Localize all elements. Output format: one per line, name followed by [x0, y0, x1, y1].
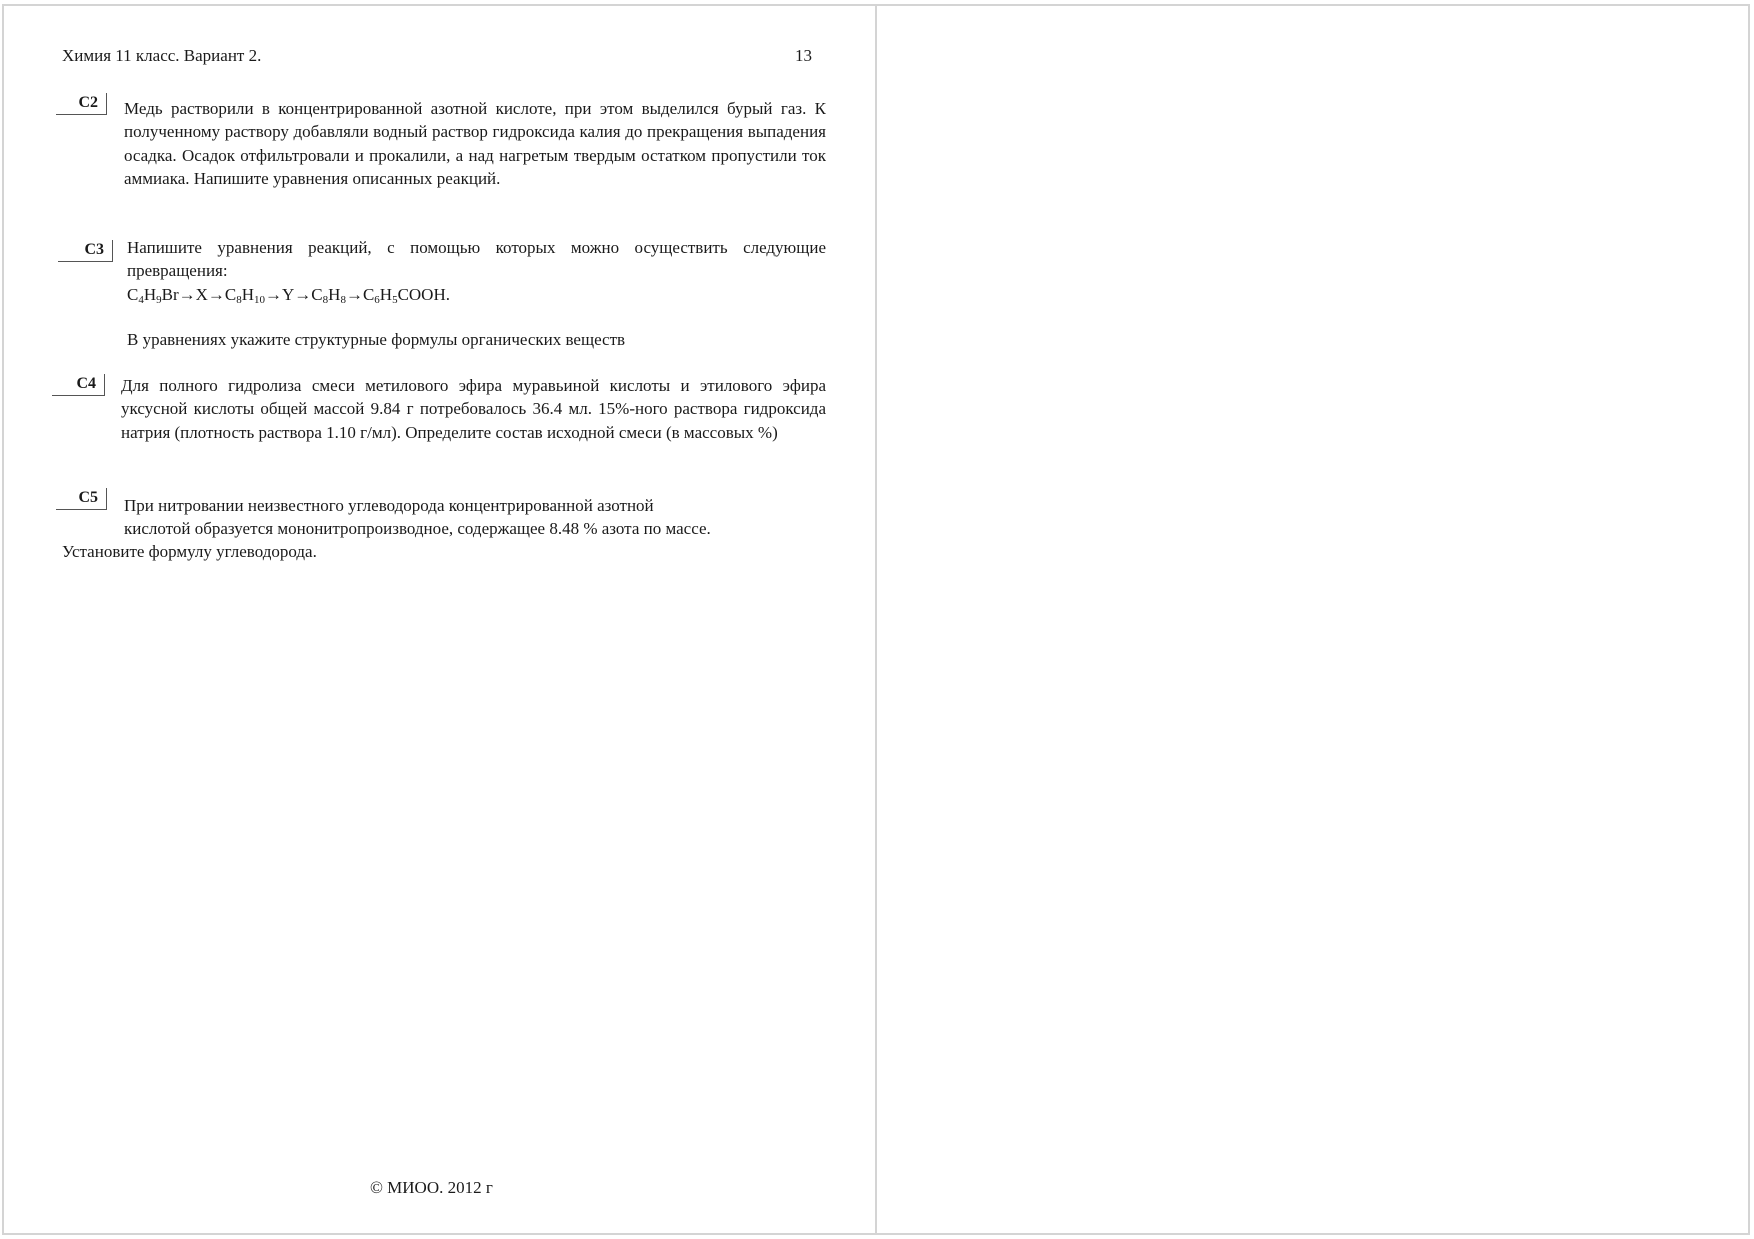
reaction-chain-formula: $C_4H_9Br\to X\to C_8H_{10}\to Y\to C_8H_8\to C_6H_5COOH$.: [127, 284, 450, 306]
header-title: Химия 11 класс. Вариант 2.: [62, 46, 262, 65]
question-text-c5-line1: При нитровании неизвестного углеводорода концентрированной азотной: [124, 496, 654, 515]
question-label-c3: С3: [58, 240, 113, 262]
right-page-blank: [877, 0, 1752, 1239]
question-text-c5-line3: Установите формулу углеводорода.: [62, 542, 317, 561]
question-label-c2: С2: [56, 93, 107, 115]
left-page: [0, 0, 875, 1239]
question-text-c5-line2: кислотой образуется мононитропроизводное, содержащее 8.48 % азота по массе.: [124, 519, 711, 538]
question-label-c5: С5: [56, 488, 107, 510]
question-text-c3: [127, 236, 826, 306]
question-label-c4: С4: [52, 374, 105, 396]
page-number: 13: [795, 46, 812, 65]
question-note-c3: В уравнениях укажите структурные формулы органических веществ: [127, 330, 626, 349]
question-text-c3-body: Напишите уравнения реакций, с помощью которых можно осуществить следующие превращения:: [127, 238, 826, 281]
question-text-c4: Для полного гидролиза смеси метилового эфира муравьиной кислоты и этилового эфира уксусной кислоты общей массой 9.84 г потребовалось 36.4 мл. 15%-ного раствора гидроксида натрия (плотность раствора 1.10 г/мл). Определите состав исходной смеси (в массовых %): [121, 376, 826, 442]
question-text-c2: Медь растворили в концентрированной азотной кислоте, при этом выделился бурый газ. К полученному раствору добавляли водный раствор гидроксида калия до прекращения выпадения осадка. Осадок отфильтровали и прокалили, а над нагретым твердым остатком пропустили ток аммиака. Напишите уравнения описанных реакций.: [124, 99, 826, 188]
footer-copyright: © МИОО. 2012 г: [370, 1178, 493, 1197]
